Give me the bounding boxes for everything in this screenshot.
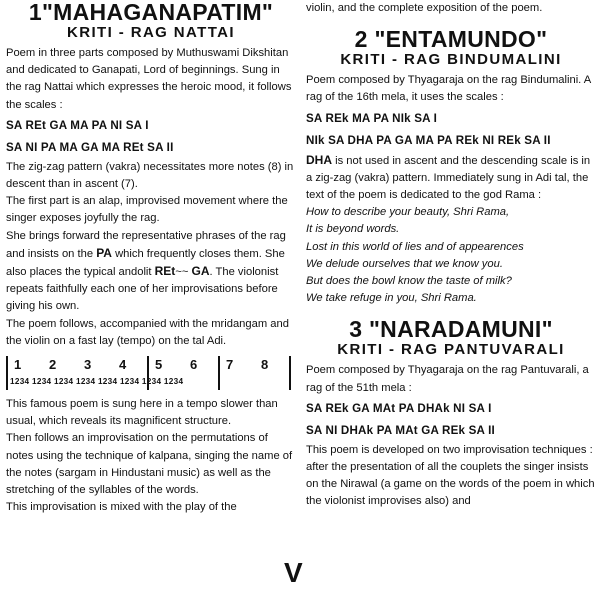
paragraph-phrases-a: She brings forward the representative phrases of the rag and insists on the [6, 229, 286, 260]
tala-number: 5 [155, 357, 163, 373]
paragraph-improvisation: This improvisation is mixed with the play of the [6, 501, 237, 514]
poem-line: How to describe your beauty, Shri Rama, [306, 206, 510, 219]
section-3-title: 3 "NARADAMUNI" [349, 316, 553, 343]
poem-line: Lost in this world of lies and of appearences [306, 240, 524, 253]
paragraph-dha [306, 152, 596, 205]
andolit-wave-icon: ~~ [175, 266, 189, 279]
note-pa: PA [96, 245, 112, 260]
tala-bar [289, 356, 291, 390]
tala-number: 8 [261, 357, 269, 373]
tala-adi-diagram [6, 356, 296, 392]
paragraph-poem-follows: The poem follows, accompanied with the mridangam and the violin on a fast lay (tempo) on the tal Adi. [6, 317, 289, 347]
section-1-title: 1"MAHAGANAPATIM" [28, 0, 274, 25]
section-1-subtitle: KRITI - RAG NATTAI [67, 24, 235, 41]
poem-line: It is beyond words. [306, 223, 400, 236]
scale-2-ascending: SA REk MA PA NIk SA I [306, 111, 438, 125]
poem-line: But does the bowl know the taste of milk? [306, 275, 512, 288]
paragraph-alap: The first part is an alap, improvised movement where the singer exposes joyfully the rag. [6, 195, 288, 225]
right-column [306, 0, 596, 511]
tala-number: 1 [14, 357, 22, 373]
scale-descending: SA NI PA MA GA MA REt SA II [6, 140, 174, 154]
tala-beats: 1234 1234 1234 1234 1234 1234 1234 1234 [10, 377, 184, 387]
scale-2-descending: NIk SA DHA PA GA MA PA REk NI REk SA II [306, 133, 551, 147]
poem-line: We take refuge in you, Shri Rama. [306, 292, 477, 305]
page-number: V [284, 557, 303, 588]
paragraph-dha-text: is not used in ascent and the descending scale is in a zig-zag (vakra) pattern. Immediately sung in Adi tal, the text of the poem is dedicated to the god Rama : [306, 154, 591, 202]
paragraph-nirawal: This poem is developed on two improvisation techniques : after the presentation of all the couplets the singer insists on the Nirawal (a game on the words of the poem in which the violonist improvises also) and [306, 443, 595, 508]
paragraph-kalpana: Then follows an improvisation on the permutations of notes using the technique of kalpana, singing the name of the notes (sargam in Hindustani music) as well as the stretching of the syllables of the words. [6, 432, 293, 497]
note-dha: DHA [306, 152, 332, 167]
paragraph-famous-poem: This famous poem is sung here in a tempo slower than usual, which reveals its magnificent structure. [6, 398, 278, 428]
paragraph-phrases [6, 228, 296, 316]
scale-3-ascending: SA REk GA MAt PA DHAk NI SA I [306, 401, 492, 415]
tala-bar [6, 356, 8, 390]
section-3-intro: Poem composed by Thyagaraja on the rag Pantuvarali, a rag of the 51th mela : [306, 364, 589, 394]
poem-verses [306, 204, 596, 307]
note-ret: REt [154, 264, 176, 279]
section-2-title: 2 "ENTAMUNDO" [354, 26, 548, 53]
tala-number: 6 [190, 357, 198, 373]
tala-bar [218, 356, 220, 390]
left-column [6, 0, 296, 516]
paragraph-phrases-b: which frequently closes them. She also places the typical andolit [6, 247, 285, 279]
section-2-intro: Poem composed by Thyagaraja on the rag Bindumalini. A rag of the 16th mela, it uses the scales : [306, 74, 591, 104]
paragraph-phrases-c: . The violonist repeats faithfully each one of her improvisations before giving his own. [6, 266, 279, 313]
tala-number: 2 [49, 357, 57, 373]
paragraph-vakra: The zig-zag pattern (vakra) necessitates more notes (8) in descent than in ascent (7). [6, 160, 294, 191]
section-1-intro: Poem in three parts composed by Muthuswami Dikshitan and dedicated to Ganapati, Lord of beginnings. Sung in the rag Nattai which expresses the heroic mood, it follows the scales : [6, 47, 292, 111]
section-2-subtitle: KRITI - RAG BINDUMALINI [340, 51, 562, 69]
scale-3-descending: SA NI DHAk PA MAt GA REk SA II [306, 423, 495, 437]
paragraph-continuation: violin, and the complete exposition of the poem. [306, 2, 543, 14]
tala-number: 7 [226, 357, 234, 373]
tala-number: 3 [84, 357, 92, 373]
note-ga: GA [191, 264, 210, 279]
scale-ascending: SA REt GA MA PA NI SA I [6, 118, 149, 132]
section-3-subtitle: KRITI - RAG PANTUVARALI [337, 341, 565, 359]
poem-line: We delude ourselves that we know you. [306, 257, 503, 270]
tala-number: 4 [119, 357, 127, 373]
